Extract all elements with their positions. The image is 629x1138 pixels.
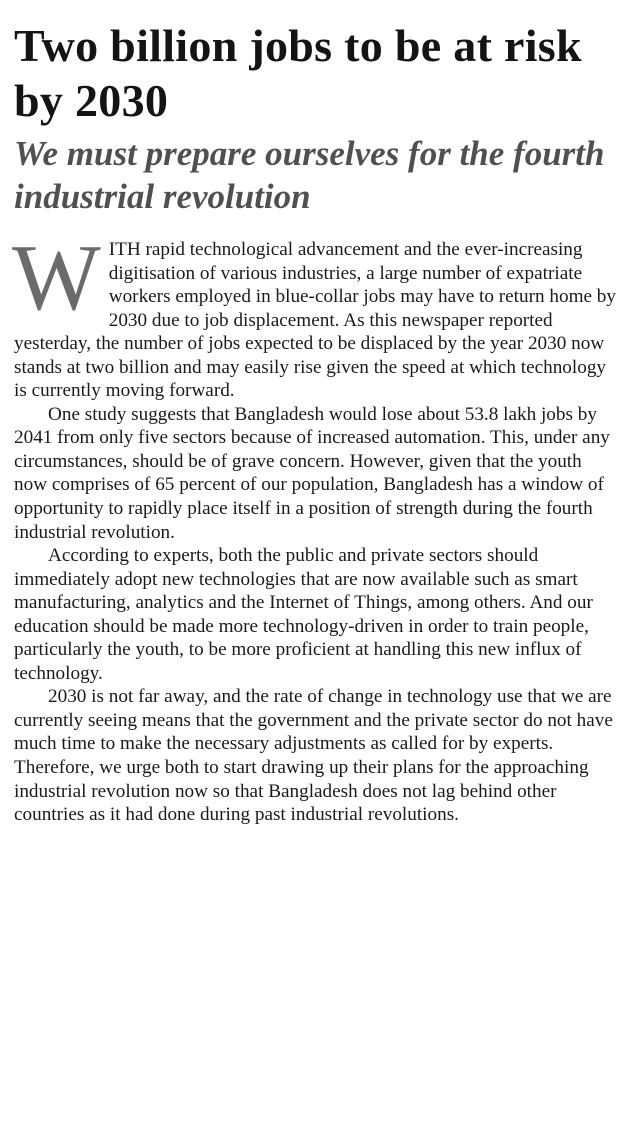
headline: Two billion jobs to be at risk by 2030 — [14, 20, 582, 126]
drop-cap: W — [12, 226, 101, 330]
paragraph-1 — [12, 226, 616, 403]
article-body — [12, 226, 616, 827]
paragraph-3: According to experts, both the public and private sectors should immediately adopt new technologies that are now available such as smart manufacturing, analytics and the Internet of Things, among others. And our education should be made more technology-driven in order to train people, particularly the youth, to be more proficient at handling this new influx of technology. — [14, 545, 593, 684]
subheadline: We must prepare ourselves for the fourth industrial revolution — [14, 134, 605, 216]
editorial-article — [14, 18, 616, 827]
paragraph-4: 2030 is not far away, and the rate of change in technology use that we are currently seeing means that the government and the private sector do not have much time to make the necessary adjustments as called for by experts. Therefore, we urge both to start drawing up their plans for the approaching industrial revolution now so that Bangladesh does not lag behind other countries as it had done during past industrial revolutions. — [14, 686, 613, 826]
paragraph-2: One study suggests that Bangladesh would lose about 53.8 lakh jobs by 2041 from only five sectors because of increased automation. This, under any circumstances, should be of grave concern. However, given that the youth now comprises of 65 percent of our population, Bangladesh has a window of opportunity to rapidly place itself in a position of strength during the fourth industrial revolution. — [14, 403, 610, 543]
paragraph-1-text: ITH rapid technological advancement and the ever-increasing digitisation of various industries, a large number of expatriate workers employed in blue-collar jobs may have to return home by 2030 due to job displacement. As this newspaper reported yesterday, the number of jobs expected to be displaced by the year 2030 now stands at two billion and may easily rise given the speed at which technology is currently moving forward. — [14, 239, 616, 402]
